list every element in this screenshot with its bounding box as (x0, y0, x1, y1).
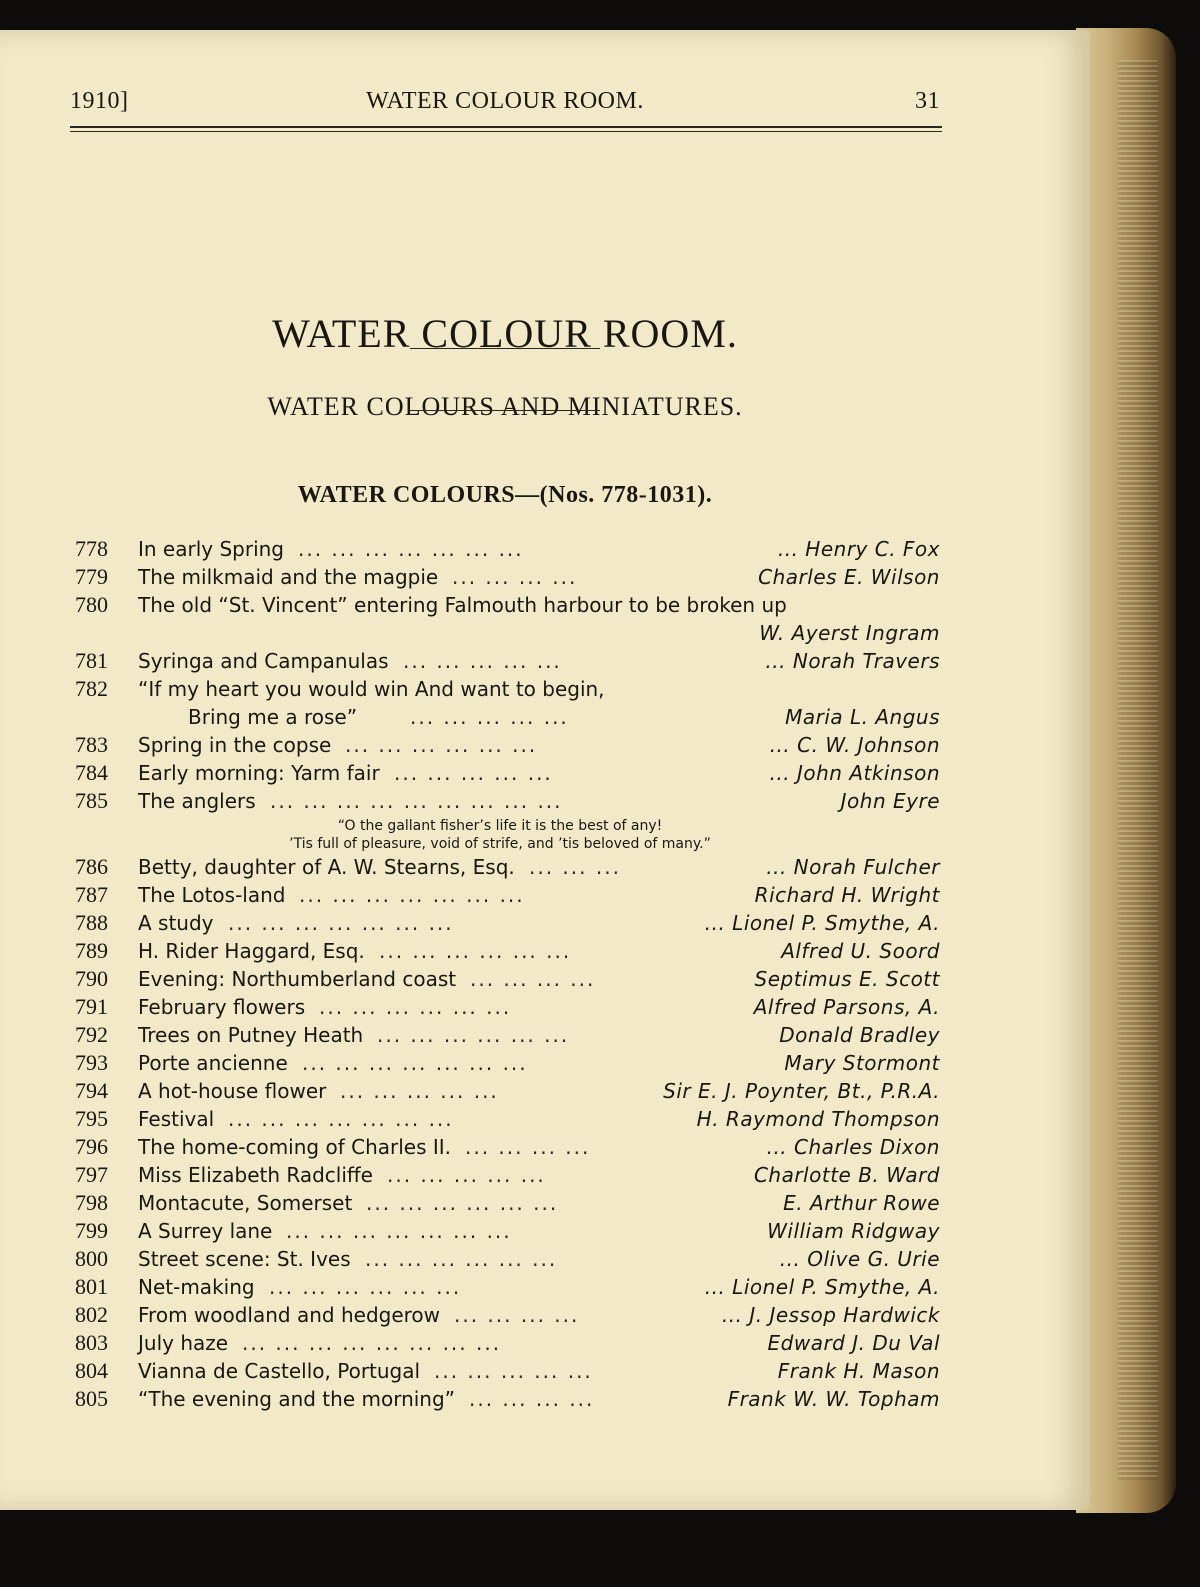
entry-title: Spring in the copse (138, 733, 332, 757)
entry-artist: Charlotte B. Ward (753, 1163, 940, 1187)
entry-artist: ... Norah Fulcher (766, 855, 940, 879)
entry-number: 800 (75, 1246, 108, 1271)
catalogue-entry (0, 563, 1090, 591)
entry-artist: William Ridgway (767, 1219, 940, 1243)
entry-artist: ... Norah Travers (765, 649, 940, 673)
entry-number: 786 (75, 854, 108, 879)
entry-title: A study (138, 911, 214, 935)
entry-title: Syringa and Campanulas (138, 649, 389, 673)
entry-number: 783 (75, 732, 108, 757)
entry-title: H. Rider Haggard, Esq. (138, 939, 365, 963)
entry-artist: Septimus E. Scott (754, 967, 940, 991)
leader-dots: ... ... ... ... ... (434, 1359, 593, 1383)
catalogue-entry (0, 965, 1090, 993)
leader-dots: ... ... ... ... ... ... (366, 1191, 559, 1215)
catalogue-entry (0, 1301, 1090, 1329)
entry-title: Street scene: St. Ives (138, 1247, 351, 1271)
catalogue-entry (0, 1273, 1090, 1301)
entry-number: 794 (75, 1078, 108, 1103)
entry-number: 785 (75, 788, 108, 813)
leader-dots: ... ... ... ... ... ... ... (228, 1107, 454, 1131)
catalogue-entry (0, 881, 1090, 909)
entry-number: 801 (75, 1274, 108, 1299)
entry-artist: H. Raymond Thompson (696, 1107, 940, 1131)
entry-title: Miss Elizabeth Radcliffe (138, 1163, 373, 1187)
entry-title: Festival (138, 1107, 215, 1131)
subtitle-divider (410, 410, 600, 411)
leader-dots: ... ... ... ... (470, 967, 596, 991)
page-number: 31 (915, 88, 940, 114)
entry-artist: Mary Stormont (784, 1051, 940, 1075)
quote-line: “O the gallant fisher’s life it is the best of any! (337, 818, 663, 834)
entry-number: 789 (75, 938, 108, 963)
catalogue-entry (0, 1077, 1090, 1105)
entry-title: Montacute, Somerset (138, 1191, 353, 1215)
catalogue-entry (0, 759, 1090, 787)
entry-number: 792 (75, 1022, 108, 1047)
entry-title: Evening: Northumberland coast (138, 967, 457, 991)
leader-dots: ... ... ... ... ... ... (345, 733, 538, 757)
catalogue-entry (0, 591, 1090, 619)
leader-dots: ... ... ... ... ... ... (365, 1247, 558, 1271)
catalogue-entry (0, 1189, 1090, 1217)
quote-line: ’Tis full of pleasure, void of strife, and ’tis beloved of many.” (289, 836, 711, 852)
entry-artist: ... Olive G. Urie (779, 1247, 940, 1271)
entry-title: The milkmaid and the magpie (138, 565, 439, 589)
entry-number: 787 (75, 882, 108, 907)
header-rule-thick (70, 126, 942, 128)
leader-dots: ... ... ... ... ... ... ... (286, 1219, 512, 1243)
entry-number: 799 (75, 1218, 108, 1243)
entry-title: The Lotos-land (138, 883, 286, 907)
catalogue-page (0, 30, 1090, 1510)
leader-dots: ... ... ... ... ... (387, 1163, 546, 1187)
catalogue-entry (0, 993, 1090, 1021)
catalogue-entry (0, 1357, 1090, 1385)
entry-artist: Sir E. J. Poynter, Bt., P.R.A. (663, 1079, 940, 1103)
entry-artist: Frank W. W. Topham (727, 1387, 940, 1411)
entry-artist: ... Henry C. Fox (777, 537, 940, 561)
entry-title: February flowers (138, 995, 306, 1019)
catalogue-entry (0, 787, 1090, 815)
leader-dots: ... ... ... ... ... ... (269, 1275, 462, 1299)
entry-number: 791 (75, 994, 108, 1019)
entry-artist: ... Lionel P. Smythe, A. (704, 1275, 940, 1299)
entry-number: 804 (75, 1358, 108, 1383)
entry-title: Vianna de Castello, Portugal (138, 1359, 421, 1383)
catalogue-entry (0, 1385, 1090, 1413)
leader-dots: ... ... ... ... (469, 1387, 595, 1411)
entry-artist: ... Lionel P. Smythe, A. (704, 911, 940, 935)
leader-dots: ... ... ... ... (454, 1303, 580, 1327)
leader-dots: ... ... ... ... ... (394, 761, 553, 785)
leader-dots: ... ... ... ... ... ... (379, 939, 572, 963)
catalogue-entry (0, 1161, 1090, 1189)
entry-artist: Alfred U. Soord (781, 939, 940, 963)
entry-artist: Charles E. Wilson (758, 565, 940, 589)
catalogue-entry (0, 1049, 1090, 1077)
section-heading: WATER COLOURS—(Nos. 778-1031). (297, 482, 713, 508)
catalogue-entry (0, 909, 1090, 937)
entry-title: A Surrey lane (138, 1219, 273, 1243)
entry-artist: E. Arthur Rowe (783, 1191, 940, 1215)
entry-title: A hot-house flower (138, 1079, 327, 1103)
header-rule-thin (70, 131, 942, 132)
entry-number: 781 (75, 648, 108, 673)
entry-title: The old “St. Vincent” entering Falmouth harbour to be broken up (138, 593, 787, 617)
leader-dots: ... ... ... ... ... (340, 1079, 499, 1103)
entry-title-continued: Bring me a rose” (188, 705, 358, 729)
entry-artist: ... C. W. Johnson (769, 733, 940, 757)
entry-number: 802 (75, 1302, 108, 1327)
entry-title: Porte ancienne (138, 1051, 288, 1075)
leader-dots: ... ... ... ... ... ... ... (302, 1051, 528, 1075)
entry-title: Early morning: Yarm fair (138, 761, 380, 785)
catalogue-entry (0, 1021, 1090, 1049)
entry-title: The home-coming of Charles II. (138, 1135, 452, 1159)
entry-number: 796 (75, 1134, 108, 1159)
leader-dots: ... ... ... ... ... ... ... (298, 537, 524, 561)
header-section: WATER COLOUR ROOM. (366, 88, 644, 114)
entry-title: Trees on Putney Heath (138, 1023, 364, 1047)
entry-artist: Edward J. Du Val (767, 1331, 940, 1355)
entry-title: July haze (138, 1331, 229, 1355)
entry-number: 790 (75, 966, 108, 991)
leader-dots: ... ... ... ... ... (410, 705, 569, 729)
leader-dots: ... ... ... ... ... ... ... (228, 911, 454, 935)
entry-number: 795 (75, 1106, 108, 1131)
entry-artist: Richard H. Wright (754, 883, 940, 907)
title-divider (410, 348, 600, 349)
header-year: 1910] (70, 88, 129, 114)
catalogue-entry (0, 937, 1090, 965)
entry-artist: Donald Bradley (779, 1023, 940, 1047)
entry-title: In early Spring (138, 537, 285, 561)
poem-quotation (0, 817, 1000, 853)
entry-number: 779 (75, 564, 108, 589)
entry-title: The anglers (138, 789, 256, 813)
entry-artist: John Eyre (840, 789, 940, 813)
leader-dots: ... ... ... ... ... ... (319, 995, 512, 1019)
entry-number: 780 (75, 592, 108, 617)
leader-dots: ... ... ... ... ... ... ... ... (242, 1331, 502, 1355)
leader-dots: ... ... ... ... ... (403, 649, 562, 673)
catalogue-entry (0, 1133, 1090, 1161)
leader-dots: ... ... ... ... ... ... (377, 1023, 570, 1047)
entry-artist: Frank H. Mason (777, 1359, 940, 1383)
entry-artist: ... John Atkinson (769, 761, 940, 785)
leader-dots: ... ... ... ... ... ... ... ... ... (270, 789, 563, 813)
entry-artist: Maria L. Angus (785, 705, 940, 729)
entry-title: “The evening and the morning” (138, 1387, 456, 1411)
entry-number: 803 (75, 1330, 108, 1355)
catalogue-entry (0, 1217, 1090, 1245)
page-subtitle: WATER COLOURS AND MINIATURES. (267, 392, 743, 421)
catalogue-entry (0, 853, 1090, 881)
running-header (70, 88, 940, 124)
catalogue-entry (0, 535, 1090, 563)
leader-dots: ... ... ... ... (452, 565, 578, 589)
entry-title: From woodland and hedgerow (138, 1303, 441, 1327)
entry-number: 782 (75, 676, 108, 701)
entry-artist: ... Charles Dixon (766, 1135, 940, 1159)
catalogue-entry (0, 731, 1090, 759)
entry-title: Net-making (138, 1275, 255, 1299)
page-edge-texture (1118, 60, 1158, 1480)
leader-dots: ... ... ... ... (465, 1135, 591, 1159)
catalogue-entry-continuation (0, 619, 1090, 647)
catalogue-entry (0, 675, 1090, 703)
entry-number: 788 (75, 910, 108, 935)
catalogue-entry (0, 1245, 1090, 1273)
entry-artist: W. Ayerst Ingram (759, 621, 940, 645)
entry-number: 798 (75, 1190, 108, 1215)
entry-number: 793 (75, 1050, 108, 1075)
entry-title: “If my heart you would win And want to begin, (138, 677, 605, 701)
entry-title: Betty, daughter of A. W. Stearns, Esq. (138, 855, 515, 879)
catalogue-entry (0, 647, 1090, 675)
entry-number: 778 (75, 536, 108, 561)
catalogue-entry (0, 1329, 1090, 1357)
entry-artist: ... J. Jessop Hardwick (721, 1303, 940, 1327)
catalogue-entry (0, 1105, 1090, 1133)
entry-number: 805 (75, 1386, 108, 1411)
entry-number: 797 (75, 1162, 108, 1187)
page-title: WATER COLOUR ROOM. (272, 311, 738, 356)
leader-dots: ... ... ... (529, 855, 621, 879)
catalogue-entry-continuation (0, 703, 1090, 731)
entry-number: 784 (75, 760, 108, 785)
entry-artist: Alfred Parsons, A. (753, 995, 940, 1019)
leader-dots: ... ... ... ... ... ... ... (299, 883, 525, 907)
